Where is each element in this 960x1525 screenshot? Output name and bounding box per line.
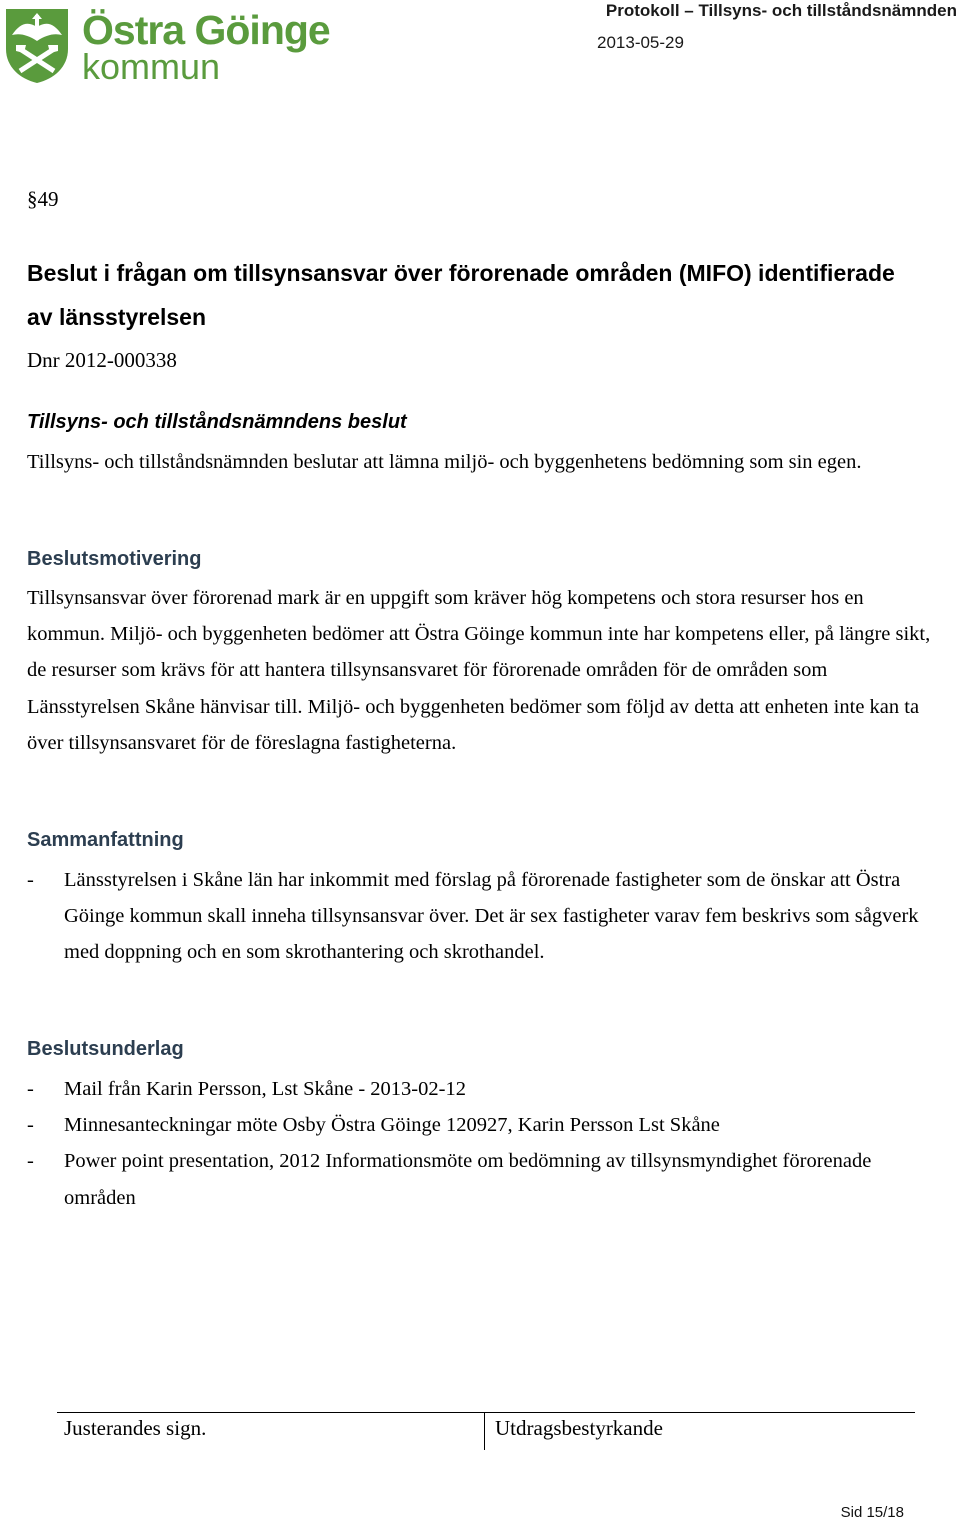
page-number: Sid 15/18 <box>840 1504 904 1521</box>
section-heading-motivation: Beslutsmotivering <box>27 548 202 570</box>
section-heading-summary: Sammanfattning <box>27 829 184 851</box>
paragraph-number: §49 <box>27 187 59 211</box>
page-title: Beslut i frågan om tillsynsansvar över förorenade områden (MIFO) identifierade av länsstyrelsen <box>27 260 895 330</box>
coat-of-arms-icon <box>2 5 72 85</box>
logo-text-kommun: kommun <box>82 46 221 87</box>
decision-text: Tillsyns- och tillståndsnämnden beslutar att lämna miljö- och byggenhetens bedömning som sin egen. <box>27 451 862 473</box>
basis-list <box>27 1071 942 1216</box>
signature-label-justerande: Justerandes sign. <box>64 1416 207 1440</box>
section-heading-basis: Beslutsunderlag <box>27 1038 184 1060</box>
list-item-text: Minnesanteckningar möte Osby Östra Göinge 120927, Karin Persson Lst Skåne <box>64 1114 720 1137</box>
case-number: Dnr 2012-000338 <box>27 348 177 372</box>
motivation-text: Tillsynsansvar över förorenad mark är en uppgift som kräver hög kompetens och stora resurser hos en kommun. Miljö- och byggenheten bedömer att Östra Göinge kommun inte har kompetens eller, på längre sikt, de resurser som krävs för att hantera tillsynsansvaret för förorenade områden för de områden som Länsstyrelsen Skåne hänvisar till. Miljö- och byggenheten bedömer som följd av detta att enheten inte kan ta över tillsynsansvaret för de föreslagna fastigheterna. <box>27 587 931 754</box>
list-item: - Länsstyrelsen i Skåne län har inkommit med förslag på förorenade fastigheter som de önskar att Östra Göinge kommun skall inneha tillsynsansvar över. Det är sex fastigheter varav fem beskrivs som sågverk med doppning och en som skrothantering och skrothandel. <box>27 869 919 964</box>
signature-label-utdragsbestyrkande: Utdragsbestyrkande <box>495 1416 663 1440</box>
signature-divider <box>484 1412 485 1450</box>
section-heading-decision: Tillsyns- och tillståndsnämndens beslut <box>27 411 407 433</box>
list-item: - Minnesanteckningar möte Osby Östra Göinge 120927, Karin Persson Lst Skåne <box>27 1114 720 1137</box>
list-item-text: Mail från Karin Persson, Lst Skåne - 2013-02-12 <box>64 1078 466 1100</box>
municipality-logo <box>2 5 330 87</box>
logo-text-ostra-goinge: Östra Göinge <box>82 7 330 53</box>
summary-list <box>27 862 942 971</box>
document-header-date: 2013-05-29 <box>597 33 684 52</box>
list-item-text: Länsstyrelsen i Skåne län har inkommit med förslag på förorenade fastigheter som de önskar att Östra Göinge kommun skall inneha tillsynsansvar över. Det är sex fastigheter varav fem beskrivs som sågverk med doppning och en som skrothantering och skrothandel. <box>64 869 919 964</box>
signature-line <box>57 1412 915 1413</box>
document-header-title: Protokoll – Tillsyns- och tillståndsnämnden <box>605 1 957 20</box>
list-item-text: Power point presentation, 2012 Informationsmöte om bedömning av tillsynsmyndighet förorenade områden <box>64 1150 872 1209</box>
list-item: - Mail från Karin Persson, Lst Skåne - 2013-02-12 <box>27 1078 466 1100</box>
list-item: - Power point presentation, 2012 Informationsmöte om bedömning av tillsynsmyndighet förorenade områden <box>27 1150 872 1209</box>
